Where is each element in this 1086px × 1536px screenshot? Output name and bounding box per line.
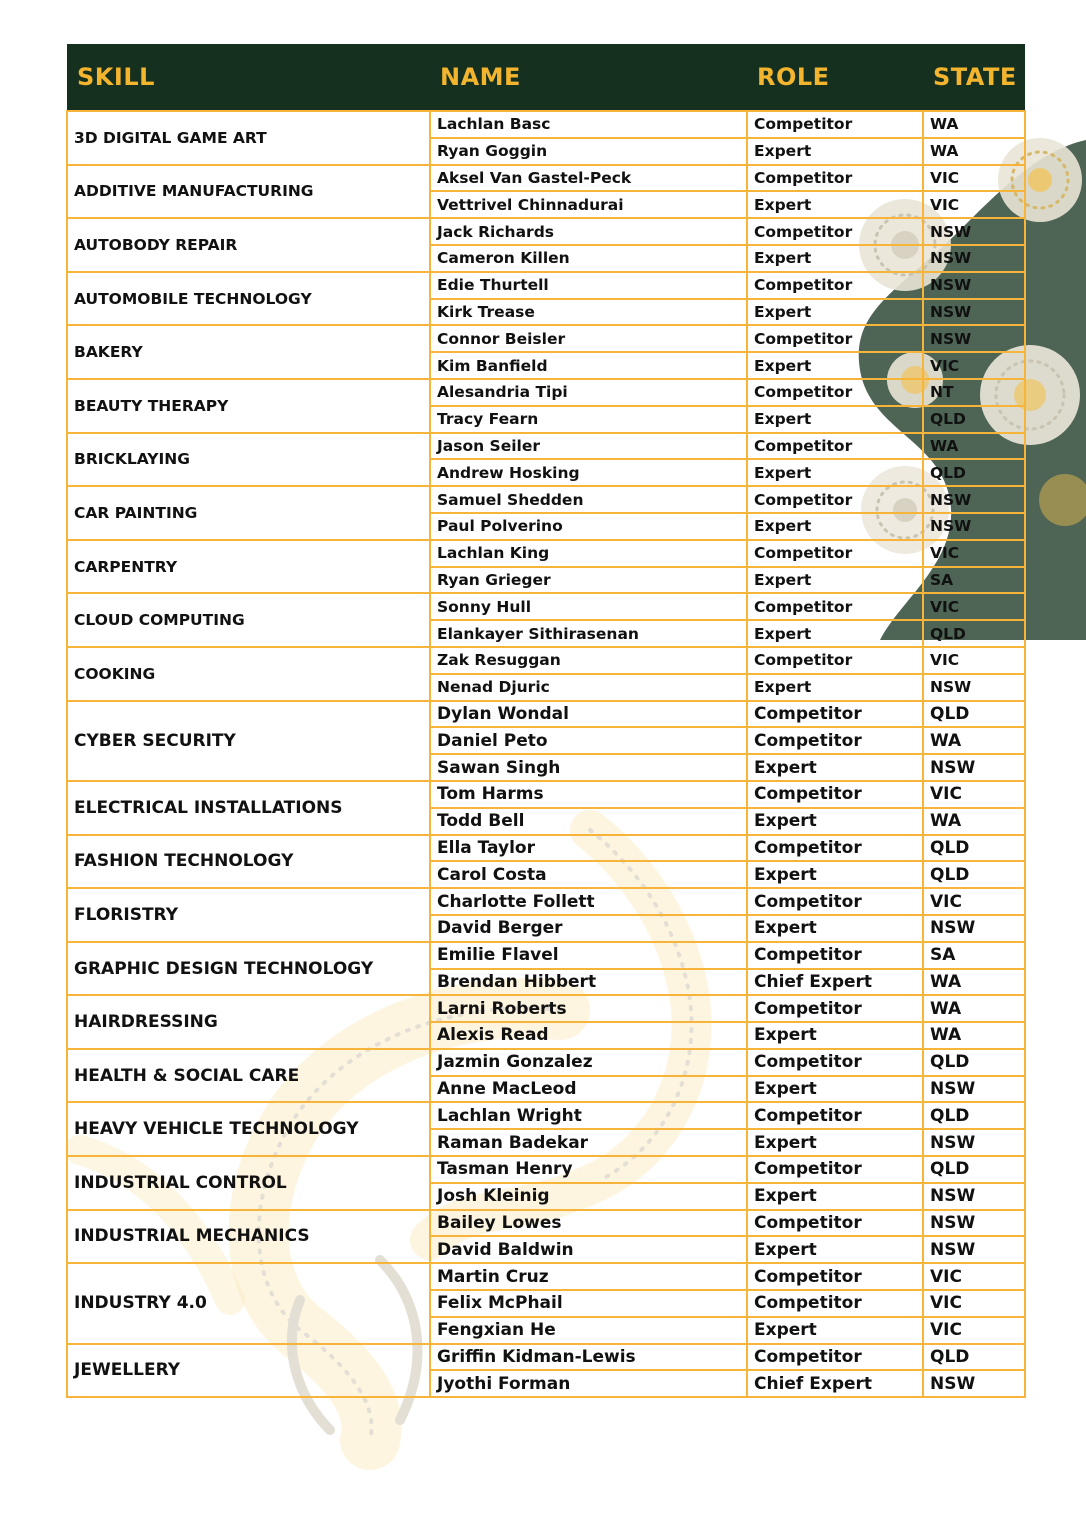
state-cell: QLD [923, 701, 1025, 728]
name-cell: Ella Taylor [430, 835, 747, 862]
name-cell: Daniel Peto [430, 727, 747, 754]
role-cell: Competitor [747, 111, 923, 138]
state-cell: NSW [923, 1183, 1025, 1210]
name-cell: Cameron Killen [430, 245, 747, 272]
table-row [67, 1102, 1025, 1129]
name-cell: Charlotte Follett [430, 888, 747, 915]
skill-cell: BEAUTY THERAPY [67, 379, 430, 433]
state-cell: WA [923, 433, 1025, 460]
state-cell: QLD [923, 459, 1025, 486]
name-cell: Tasman Henry [430, 1156, 747, 1183]
state-cell: QLD [923, 861, 1025, 888]
skill-cell: AUTOBODY REPAIR [67, 218, 430, 272]
role-cell: Expert [747, 299, 923, 326]
skill-cell: BRICKLAYING [67, 433, 430, 487]
role-cell: Competitor [747, 1344, 923, 1371]
skill-cell: HAIRDRESSING [67, 995, 430, 1049]
role-cell: Competitor [747, 165, 923, 192]
skill-cell: CARPENTRY [67, 540, 430, 594]
state-cell: VIC [923, 191, 1025, 218]
skill-cell: BAKERY [67, 325, 430, 379]
role-cell: Expert [747, 674, 923, 701]
name-cell: David Berger [430, 915, 747, 942]
state-cell: QLD [923, 1102, 1025, 1129]
table-row [67, 272, 1025, 299]
state-cell: VIC [923, 593, 1025, 620]
name-cell: Lachlan Wright [430, 1102, 747, 1129]
table-row [67, 1210, 1025, 1237]
role-cell: Competitor [747, 1102, 923, 1129]
name-cell: Kim Banfield [430, 352, 747, 379]
state-cell: QLD [923, 406, 1025, 433]
name-cell: David Baldwin [430, 1236, 747, 1263]
table-row [67, 540, 1025, 567]
header-role: ROLE [747, 44, 923, 111]
skill-cell: COOKING [67, 647, 430, 701]
role-cell: Competitor [747, 888, 923, 915]
state-cell: WA [923, 111, 1025, 138]
state-cell: NSW [923, 1129, 1025, 1156]
name-cell: Larni Roberts [430, 995, 747, 1022]
state-cell: WA [923, 1022, 1025, 1049]
state-cell: VIC [923, 1290, 1025, 1317]
role-cell: Competitor [747, 727, 923, 754]
table-row [67, 593, 1025, 620]
name-cell: Sonny Hull [430, 593, 747, 620]
name-cell: Emilie Flavel [430, 942, 747, 969]
role-cell: Competitor [747, 995, 923, 1022]
name-cell: Anne MacLeod [430, 1076, 747, 1103]
skill-cell: JEWELLERY [67, 1344, 430, 1398]
role-cell: Expert [747, 1076, 923, 1103]
state-cell: SA [923, 942, 1025, 969]
role-cell: Expert [747, 459, 923, 486]
skill-cell: INDUSTRIAL MECHANICS [67, 1210, 430, 1264]
state-cell: NSW [923, 218, 1025, 245]
table-row [67, 1344, 1025, 1371]
state-cell: VIC [923, 647, 1025, 674]
role-cell: Competitor [747, 701, 923, 728]
state-cell: WA [923, 727, 1025, 754]
role-cell: Expert [747, 1129, 923, 1156]
skill-cell: INDUSTRIAL CONTROL [67, 1156, 430, 1210]
skill-cell: CAR PAINTING [67, 486, 430, 540]
name-cell: Jyothi Forman [430, 1370, 747, 1397]
skill-cell: HEALTH & SOCIAL CARE [67, 1049, 430, 1103]
state-cell: QLD [923, 1344, 1025, 1371]
skill-cell: 3D DIGITAL GAME ART [67, 111, 430, 165]
state-cell: QLD [923, 1049, 1025, 1076]
name-cell: Edie Thurtell [430, 272, 747, 299]
table-row [67, 995, 1025, 1022]
team-table [66, 44, 1026, 1398]
name-cell: Fengxian He [430, 1317, 747, 1344]
skill-cell: HEAVY VEHICLE TECHNOLOGY [67, 1102, 430, 1156]
table-row [67, 835, 1025, 862]
skill-cell: ELECTRICAL INSTALLATIONS [67, 781, 430, 835]
state-cell: VIC [923, 165, 1025, 192]
name-cell: Lachlan King [430, 540, 747, 567]
table-row [67, 165, 1025, 192]
role-cell: Expert [747, 1317, 923, 1344]
state-cell: QLD [923, 835, 1025, 862]
name-cell: Bailey Lowes [430, 1210, 747, 1237]
state-cell: VIC [923, 540, 1025, 567]
skill-cell: FASHION TECHNOLOGY [67, 835, 430, 889]
role-cell: Expert [747, 406, 923, 433]
role-cell: Competitor [747, 325, 923, 352]
name-cell: Dylan Wondal [430, 701, 747, 728]
role-cell: Competitor [747, 835, 923, 862]
state-cell: VIC [923, 888, 1025, 915]
name-cell: Kirk Trease [430, 299, 747, 326]
skill-cell: GRAPHIC DESIGN TECHNOLOGY [67, 942, 430, 996]
state-cell: NSW [923, 1210, 1025, 1237]
table-row [67, 325, 1025, 352]
state-cell: NSW [923, 272, 1025, 299]
state-cell: VIC [923, 781, 1025, 808]
state-cell: NSW [923, 915, 1025, 942]
role-cell: Competitor [747, 1263, 923, 1290]
role-cell: Competitor [747, 486, 923, 513]
role-cell: Expert [747, 1183, 923, 1210]
state-cell: NSW [923, 1236, 1025, 1263]
name-cell: Raman Badekar [430, 1129, 747, 1156]
name-cell: Ryan Grieger [430, 567, 747, 594]
name-cell: Paul Polverino [430, 513, 747, 540]
skill-cell: CLOUD COMPUTING [67, 593, 430, 647]
role-cell: Expert [747, 1236, 923, 1263]
table-row [67, 647, 1025, 674]
state-cell: SA [923, 567, 1025, 594]
skill-cell: AUTOMOBILE TECHNOLOGY [67, 272, 430, 326]
role-cell: Competitor [747, 1290, 923, 1317]
name-cell: Ryan Goggin [430, 138, 747, 165]
role-cell: Competitor [747, 593, 923, 620]
name-cell: Jazmin Gonzalez [430, 1049, 747, 1076]
role-cell: Competitor [747, 781, 923, 808]
state-cell: VIC [923, 1263, 1025, 1290]
name-cell: Jason Seiler [430, 433, 747, 460]
skill-cell: FLORISTRY [67, 888, 430, 942]
state-cell: VIC [923, 1317, 1025, 1344]
role-cell: Competitor [747, 942, 923, 969]
name-cell: Tracy Fearn [430, 406, 747, 433]
role-cell: Expert [747, 861, 923, 888]
state-cell: NSW [923, 1076, 1025, 1103]
state-cell: NSW [923, 299, 1025, 326]
role-cell: Expert [747, 191, 923, 218]
name-cell: Samuel Shedden [430, 486, 747, 513]
skill-cell: CYBER SECURITY [67, 701, 430, 781]
role-cell: Competitor [747, 1156, 923, 1183]
skill-cell: ADDITIVE MANUFACTURING [67, 165, 430, 219]
table-row [67, 433, 1025, 460]
state-cell: NSW [923, 1370, 1025, 1397]
name-cell: Elankayer Sithirasenan [430, 620, 747, 647]
table-row [67, 1156, 1025, 1183]
state-cell: NSW [923, 486, 1025, 513]
name-cell: Connor Beisler [430, 325, 747, 352]
state-cell: WA [923, 969, 1025, 996]
name-cell: Jack Richards [430, 218, 747, 245]
role-cell: Expert [747, 138, 923, 165]
table-row [67, 701, 1025, 728]
state-cell: WA [923, 138, 1025, 165]
name-cell: Alesandria Tipi [430, 379, 747, 406]
name-cell: Vettrivel Chinnadurai [430, 191, 747, 218]
table-row [67, 111, 1025, 138]
name-cell: Josh Kleinig [430, 1183, 747, 1210]
name-cell: Carol Costa [430, 861, 747, 888]
table-header-row [67, 44, 1025, 111]
table-row [67, 888, 1025, 915]
state-cell: NSW [923, 513, 1025, 540]
name-cell: Griffin Kidman-Lewis [430, 1344, 747, 1371]
role-cell: Competitor [747, 540, 923, 567]
state-cell: NSW [923, 325, 1025, 352]
role-cell: Competitor [747, 1210, 923, 1237]
table-row [67, 1049, 1025, 1076]
role-cell: Competitor [747, 1049, 923, 1076]
role-cell: Expert [747, 245, 923, 272]
header-skill: SKILL [67, 44, 430, 111]
role-cell: Expert [747, 513, 923, 540]
role-cell: Competitor [747, 218, 923, 245]
state-cell: NSW [923, 754, 1025, 781]
role-cell: Expert [747, 1022, 923, 1049]
table-row [67, 1263, 1025, 1290]
state-cell: VIC [923, 352, 1025, 379]
header-state: STATE [923, 44, 1025, 111]
role-cell: Competitor [747, 379, 923, 406]
table-row [67, 942, 1025, 969]
table-row [67, 218, 1025, 245]
state-cell: NSW [923, 674, 1025, 701]
table-body [67, 111, 1025, 1397]
table-row [67, 486, 1025, 513]
name-cell: Aksel Van Gastel-Peck [430, 165, 747, 192]
state-cell: WA [923, 808, 1025, 835]
role-cell: Expert [747, 808, 923, 835]
state-cell: NSW [923, 245, 1025, 272]
role-cell: Chief Expert [747, 969, 923, 996]
name-cell: Sawan Singh [430, 754, 747, 781]
table-row [67, 781, 1025, 808]
role-cell: Competitor [747, 272, 923, 299]
role-cell: Expert [747, 620, 923, 647]
name-cell: Felix McPhail [430, 1290, 747, 1317]
role-cell: Expert [747, 352, 923, 379]
name-cell: Andrew Hosking [430, 459, 747, 486]
name-cell: Alexis Read [430, 1022, 747, 1049]
state-cell: NT [923, 379, 1025, 406]
role-cell: Competitor [747, 647, 923, 674]
role-cell: Chief Expert [747, 1370, 923, 1397]
name-cell: Martin Cruz [430, 1263, 747, 1290]
role-cell: Competitor [747, 433, 923, 460]
name-cell: Zak Resuggan [430, 647, 747, 674]
name-cell: Lachlan Basc [430, 111, 747, 138]
skill-cell: INDUSTRY 4.0 [67, 1263, 430, 1343]
role-cell: Expert [747, 915, 923, 942]
state-cell: QLD [923, 1156, 1025, 1183]
name-cell: Todd Bell [430, 808, 747, 835]
name-cell: Nenad Djuric [430, 674, 747, 701]
name-cell: Tom Harms [430, 781, 747, 808]
table-row [67, 379, 1025, 406]
role-cell: Expert [747, 754, 923, 781]
name-cell: Brendan Hibbert [430, 969, 747, 996]
header-name: NAME [430, 44, 747, 111]
role-cell: Expert [747, 567, 923, 594]
state-cell: WA [923, 995, 1025, 1022]
state-cell: QLD [923, 620, 1025, 647]
